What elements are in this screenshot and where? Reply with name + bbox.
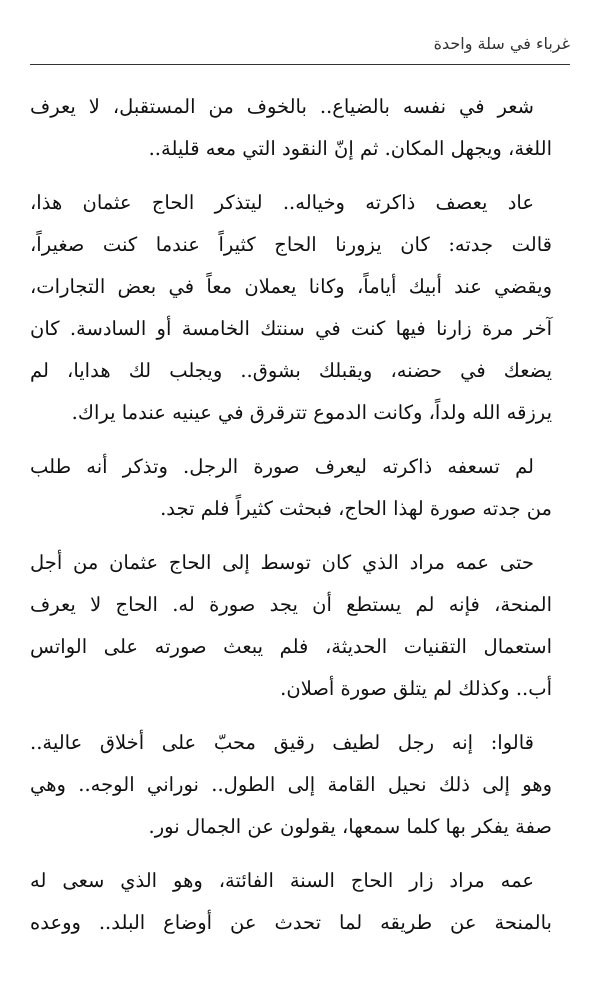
text-line: يرزقه الله ولداً، وكانت الدموع تترقرق في عينيه عندما يراك.	[71, 401, 552, 424]
paragraph	[30, 86, 570, 170]
text-line: عمه مراد زار الحاج السنة الفائتة، وهو الذي سعى له	[30, 869, 534, 892]
paragraph	[30, 182, 570, 434]
paragraph	[30, 542, 570, 710]
text-line: آخر مرة زارنا فيها كنت في سنتك الخامسة أو السادسة. كان	[30, 317, 552, 340]
paragraph	[30, 860, 570, 944]
text-line: صفة يفكر بها كلما سمعها، يقولون عن الجمال نور.	[148, 815, 552, 838]
text-line: من جدته صورة لهذا الحاج، فبحثت كثيراً فلم تجد.	[160, 497, 552, 520]
text-line: أب.. وكذلك لم يتلق صورة أصلان.	[280, 677, 552, 700]
paragraph	[30, 446, 570, 530]
text-line: المنحة، فإنه لم يستطع أن يجد صورة له. الحاج لا يعرف	[30, 593, 552, 616]
text-line: قالوا: إنه رجل لطيف رقيق محبّ على أخلاق عالية..	[30, 731, 534, 754]
text-line: بالمنحة عن طريقه لما تحدث عن أوضاع البلد.. ووعده	[30, 911, 552, 934]
text-line: ويقضي عند أبيك أياماً، وكانا يعملان معاً في بعض التجارات،	[30, 275, 552, 298]
text-line: عاد يعصف ذاكرته وخياله.. ليتذكر الحاج عثمان هذا،	[30, 191, 534, 214]
text-line: حتى عمه مراد الذي كان توسط إلى الحاج عثمان من أجل	[30, 551, 534, 574]
header-rule	[30, 64, 570, 65]
text-line: يضعك في حضنه، ويقبلك بشوق.. ويجلب لك هدايا، لم	[30, 359, 552, 382]
text-line: اللغة، ويجهل المكان. ثم إنّ النقود التي معه قليلة..	[148, 137, 552, 160]
text-line: وهو إلى ذلك نحيل القامة إلى الطول.. نوراني الوجه.. وهي	[30, 773, 552, 796]
paragraph	[30, 722, 570, 848]
text-line: شعر في نفسه بالضياع.. بالخوف من المستقبل، لا يعرف	[30, 95, 534, 118]
text-line: لم تسعفه ذاكرته ليعرف صورة الرجل. وتذكر أنه طلب	[30, 455, 534, 478]
text-line: قالت جدته: كان يزورنا الحاج كثيراً عندما كنت صغيراً،	[30, 233, 552, 256]
running-header: غرباء في سلة واحدة	[433, 34, 570, 53]
body-text	[30, 86, 570, 956]
text-line: استعمال التقنيات الحديثة، فلم يبعث صورته على الواتس	[30, 635, 552, 658]
